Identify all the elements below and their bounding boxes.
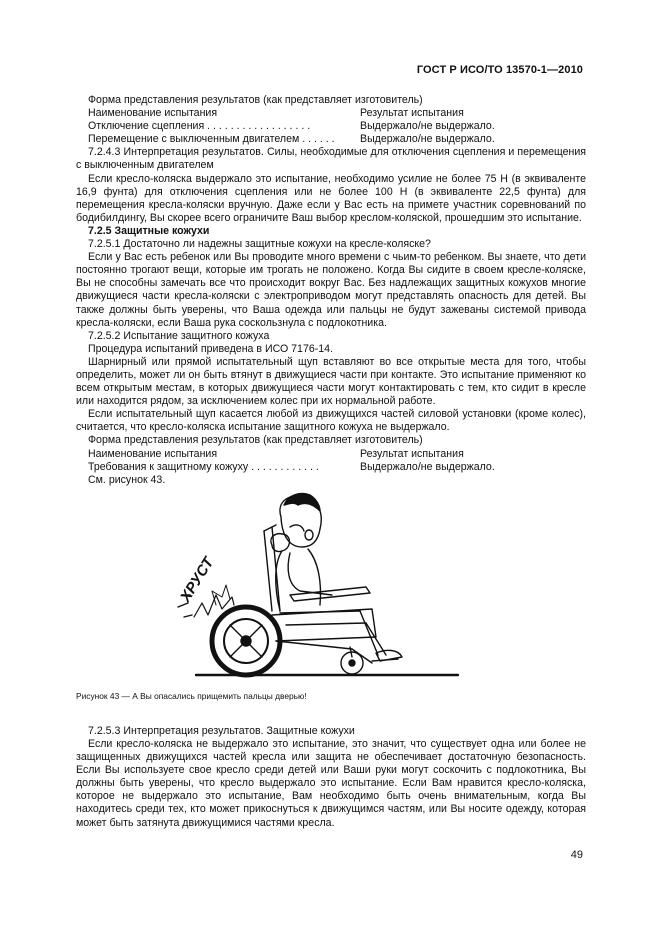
clause-7253: 7.2.5.3 Интерпретация результатов. Защитные кожухи (88, 724, 355, 737)
results-row: Требования к защитному кожуху . . . . . . . . . . . . Выдержало/не выдержало. (88, 460, 495, 473)
wheelchair-illustration (76, 491, 586, 681)
paragraph: Шарнирный или прямой испытательный щуп вставляют во все открытые места для того, чтобы определить, может ли он быть втянут в движущиеся части при контакте. Это испытание применяют ко всем открытым местам, в которых движущиеся части могут контактировать с тем, кто сидит в кресле или находится рядом, за исключением колес при их нормальной работе. (76, 355, 586, 408)
page-header: ГОСТ Р ИСО/ТО 13570-1—2010 (416, 64, 583, 76)
results-row: Отключение сцепления . . . . . . . . . . . . . . . . . . Выдержало/не выдержало. (88, 120, 495, 133)
sound-effect-text: ХРУСТ (176, 554, 218, 605)
clause-7243: 7.2.4.3 Интерпретация результатов. Силы, необходимые для отключения сцепления и перемещения с выключенным двигателем (76, 146, 586, 172)
page-number: 49 (570, 849, 583, 861)
paragraph: Если у Вас есть ребенок или Вы проводите много времени с чьим-то ребенком. Вы знаете, что дети постоянно трогают вещи, которые им трогать не положено. Когда Вы сидите в своем кресле-коляске, Вы не способны замечать все что происходит вокруг Вас. Без надлежащих защитных кожухов многие движущиеся части кресла-коляски с электроприводом могут представлять опасность для детей. Вы также должны быть уверены, что Ваша одежда или пальцы не будут зажеваны системой привода кресла-коляски, если Ваша рука соскользнула с подлокотника. (76, 251, 586, 329)
results-row: Перемещение с выключенным двигателем . . . . . . Выдержало/не выдержало. (88, 133, 495, 146)
form-intro: Форма представления результатов (как представляет изготовитель) (88, 434, 423, 447)
figure-caption: Рисунок 43 — А Вы опасались прищемить пальцы дверью! (76, 690, 307, 701)
paragraph: Процедура испытаний приведена в ИСО 7176-14. (88, 342, 333, 355)
form-intro: Форма представления результатов (как представляет изготовитель) (88, 94, 423, 106)
paragraph: Если испытательный щуп касается любой из движущихся частей силовой установки (кроме колес), считается, что кресло-коляска испытание защитного кожуха не выдержало. (76, 408, 586, 434)
paragraph: Если кресло-коляска выдержало это испытание, необходимо усилие не более 75 Н (в эквиваленте 16,9 фунта) для отключения сцепления или не более 100 Н (в эквиваленте 22,5 фунта) для перемещения кресла-коляски вручную. Даже если у Вас есть на примете участник соревнований по бодибилдингу, Вы скорее всего ограничите Ваш выбор креслом-коляской, прошедшим это испытание. (76, 172, 586, 224)
page-content (76, 94, 586, 830)
clause-7252: 7.2.5.2 Испытание защитного кожуха (88, 329, 270, 342)
clause-7251: 7.2.5.1 Достаточно ли надежны защитные кожухи на кресле-коляске? (88, 238, 431, 251)
figure-43 (76, 491, 586, 681)
results-row: Наименование испытания Результат испытания (88, 107, 464, 120)
section-heading-725: 7.2.5 Защитные кожухи (88, 224, 210, 237)
figure-reference: См. рисунок 43. (88, 473, 166, 486)
results-row: Наименование испытания Результат испытания (88, 447, 464, 460)
paragraph: Если кресло-коляска не выдержало это испытание, это значит, что существует одна или более не защищенных движущихся частей кресла или защита не обеспечивает достаточную безопасность. Если Вы используете свое кресло среди детей или Ваши руки могут соскочить с подлокотника, Вы должны быть уверены, что кресло выдержало это испытание. Если Вам нравится кресло-коляска, которое не выдержало это испытание, Вам необходимо быть очень внимательным, когда Вы находитесь среди тех, кто может прикоснуться к движущимся частям, или Вы носите одежду, которая может быть затянута движущимися частями кресла. (76, 738, 586, 829)
